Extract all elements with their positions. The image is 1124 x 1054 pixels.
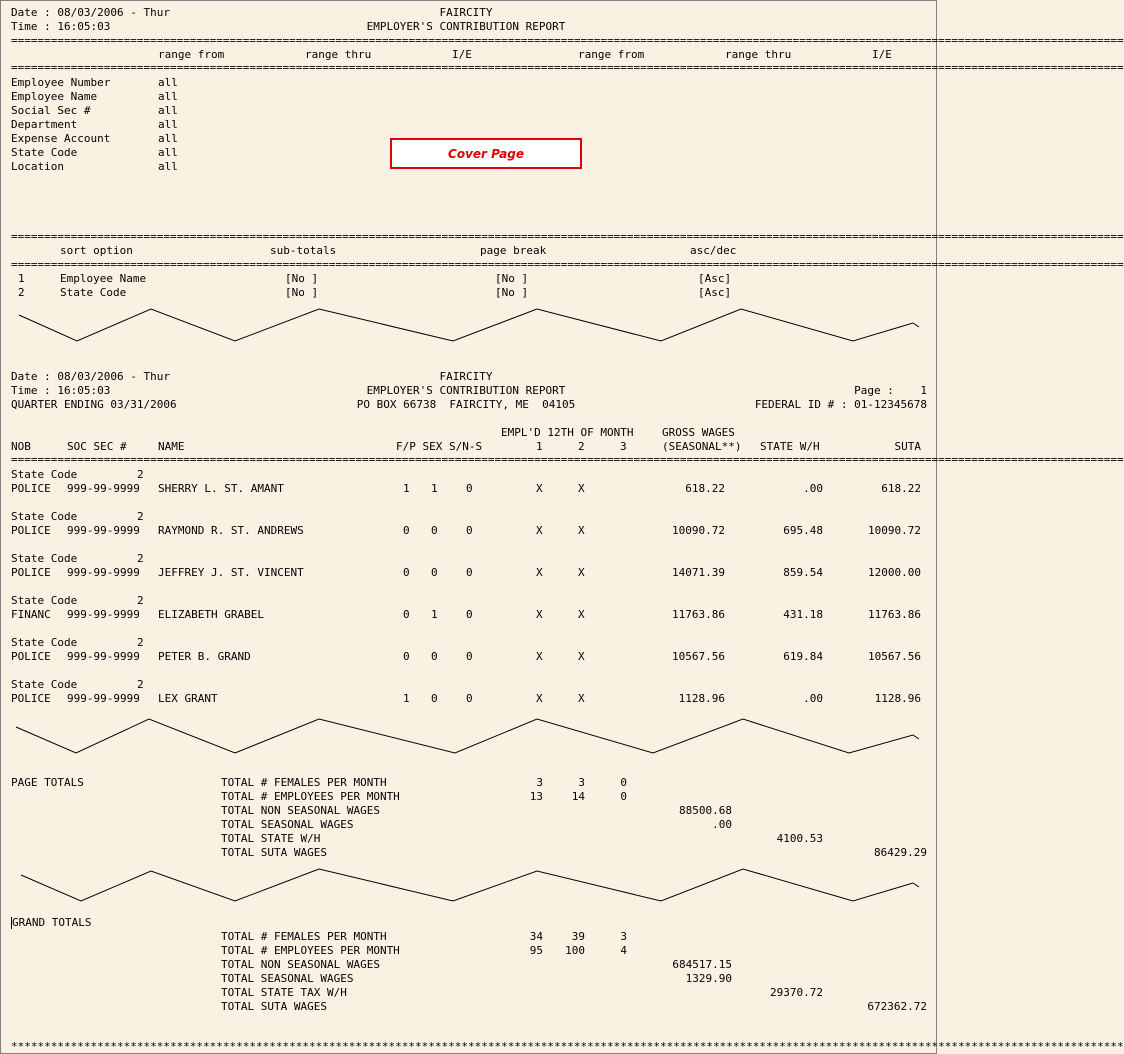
page-totals-females-m2: 3 <box>578 776 585 789</box>
employee-name: RAYMOND R. ST. ANDREWS <box>158 524 304 537</box>
state-code-label: State Code <box>11 678 78 691</box>
employee-state-wh: .00 <box>803 482 823 495</box>
state-code-label: State Code <box>11 594 78 607</box>
employee-ssn: 999-99-9999 <box>67 566 140 579</box>
grand-totals-employees-m2: 100 <box>565 944 585 957</box>
employee-month-1: X <box>536 482 543 495</box>
employee-state-wh: 695.48 <box>783 524 823 537</box>
employee-gross: 14071.39 <box>672 566 725 579</box>
col-header-gross-wages: GROSS WAGES <box>662 426 735 439</box>
sort-number: 2 <box>18 286 25 299</box>
page-totals-suta-label: TOTAL SUTA WAGES <box>221 846 327 859</box>
state-code-value: 2 <box>137 636 144 649</box>
report-federal-id: FEDERAL ID # : 01-12345678 <box>754 398 927 411</box>
end-rule: ************************************************************************************************************************************************************************ <box>11 1040 1124 1053</box>
page-totals-females-m3: 0 <box>620 776 627 789</box>
grand-totals-females-m1: 34 <box>529 930 543 943</box>
employee-ssn: 999-99-9999 <box>67 524 140 537</box>
employee-month-1: X <box>536 566 543 579</box>
grand-totals-females-m3: 3 <box>620 930 627 943</box>
grand-totals-non-seasonal-label: TOTAL NON SEASONAL WAGES <box>221 958 380 971</box>
range-value: all <box>158 90 178 103</box>
state-code-label: State Code <box>11 468 78 481</box>
employee-month-1: X <box>536 692 543 705</box>
grand-totals-non-seasonal: 684517.15 <box>672 958 732 971</box>
range-label: Department <box>11 118 78 131</box>
col-header-fp-sex-sns: F/P SEX S/N-S <box>396 440 483 453</box>
sort-header: page break <box>480 244 547 257</box>
range-label: Employee Number <box>11 76 111 89</box>
employee-month-2: X <box>578 524 585 537</box>
employee-month-2: X <box>578 692 585 705</box>
employee-sex: 1 <box>431 482 438 495</box>
report-quarter: QUARTER ENDING 03/31/2006 <box>11 398 177 411</box>
page-break-zigzag <box>1 863 938 913</box>
grand-totals-seasonal: 1329.90 <box>685 972 732 985</box>
employee-gross: 10567.56 <box>672 650 725 663</box>
sort-subtotals: [No ] <box>285 272 319 285</box>
sort-header: sub-totals <box>270 244 337 257</box>
state-code-label: State Code <box>11 510 78 523</box>
employee-ssn: 999-99-9999 <box>67 482 140 495</box>
employee-fp: 0 <box>403 650 410 663</box>
range-value: all <box>158 118 178 131</box>
employee-ssn: 999-99-9999 <box>67 650 140 663</box>
employee-gross: 1128.96 <box>678 692 725 705</box>
sort-header: sort option <box>60 244 133 257</box>
col-header-state-wh: STATE W/H <box>760 440 820 453</box>
employee-suta: 11763.86 <box>868 608 921 621</box>
employee-name: ELIZABETH GRABEL <box>158 608 264 621</box>
employee-ssn: 999-99-9999 <box>67 692 140 705</box>
col-header-soc: SOC SEC # <box>67 440 127 453</box>
page-totals-employees-label: TOTAL # EMPLOYEES PER MONTH <box>221 790 400 803</box>
page-totals-label: PAGE TOTALS <box>11 776 84 789</box>
page-totals-employees-m1: 13 <box>529 790 543 803</box>
range-header: range thru <box>725 48 792 61</box>
employee-name: LEX GRANT <box>158 692 218 705</box>
grand-totals-state-wh-label: TOTAL STATE TAX W/H <box>221 986 347 999</box>
employee-sex: 0 <box>431 566 438 579</box>
employee-suta: 12000.00 <box>868 566 921 579</box>
employee-nob: POLICE <box>11 650 51 663</box>
employee-month-2: X <box>578 482 585 495</box>
page-totals-state-wh: 4100.53 <box>776 832 823 845</box>
employee-nob: POLICE <box>11 482 51 495</box>
range-label: Employee Name <box>11 90 98 103</box>
grand-totals-employees-m3: 4 <box>620 944 627 957</box>
cover-date: Date : 08/03/2006 - Thur <box>11 6 170 19</box>
sort-number: 1 <box>18 272 25 285</box>
sort-subtotals: [No ] <box>285 286 319 299</box>
grand-totals-seasonal-label: TOTAL SEASONAL WAGES <box>221 972 354 985</box>
state-code-value: 2 <box>137 510 144 523</box>
employee-sex: 0 <box>431 650 438 663</box>
grand-totals-employees-label: TOTAL # EMPLOYEES PER MONTH <box>221 944 400 957</box>
employee-nob: POLICE <box>11 566 51 579</box>
col-header-seasonal: (SEASONAL**) <box>662 440 742 453</box>
employee-gross: 618.22 <box>685 482 725 495</box>
state-code-value: 2 <box>137 552 144 565</box>
range-value: all <box>158 146 178 159</box>
employee-name: PETER B. GRAND <box>158 650 251 663</box>
employee-nob: POLICE <box>11 524 51 537</box>
grand-totals-label: GRAND TOTALS <box>12 916 92 929</box>
page-totals-employees-m2: 14 <box>571 790 585 803</box>
cover-company: FAIRCITY <box>439 6 493 19</box>
employee-fp: 0 <box>403 608 410 621</box>
range-label: Expense Account <box>11 132 111 145</box>
employee-ssn: 999-99-9999 <box>67 608 140 621</box>
range-header: range from <box>158 48 225 61</box>
grand-totals-suta: 672362.72 <box>867 1000 927 1013</box>
range-header: range thru <box>305 48 372 61</box>
state-code-value: 2 <box>137 468 144 481</box>
sort-asc: [Asc] <box>698 272 732 285</box>
employee-month-1: X <box>536 524 543 537</box>
range-value: all <box>158 76 178 89</box>
employee-fp: 1 <box>403 692 410 705</box>
employee-sns: 0 <box>466 524 473 537</box>
report-title: EMPLOYER'S CONTRIBUTION REPORT <box>366 384 566 397</box>
range-value: all <box>158 132 178 145</box>
employee-sex: 0 <box>431 692 438 705</box>
employee-month-1: X <box>536 608 543 621</box>
sort-page-break: [No ] <box>495 286 529 299</box>
cover-report-title: EMPLOYER'S CONTRIBUTION REPORT <box>366 20 566 33</box>
employee-sns: 0 <box>466 650 473 663</box>
grand-totals-suta-label: TOTAL SUTA WAGES <box>221 1000 327 1013</box>
state-code-value: 2 <box>137 678 144 691</box>
page-totals-suta: 86429.29 <box>874 846 927 859</box>
employee-sns: 0 <box>466 608 473 621</box>
employee-month-1: X <box>536 650 543 663</box>
employee-month-2: X <box>578 566 585 579</box>
employee-fp: 0 <box>403 524 410 537</box>
range-header: I/E <box>452 48 472 61</box>
sort-page-break: [No ] <box>495 272 529 285</box>
col-header-name: NAME <box>158 440 185 453</box>
employee-sns: 0 <box>466 692 473 705</box>
col-header-month-2: 2 <box>578 440 585 453</box>
employee-sns: 0 <box>466 566 473 579</box>
employee-suta: 10090.72 <box>868 524 921 537</box>
page-totals-employees-m3: 0 <box>620 790 627 803</box>
range-value: all <box>158 160 178 173</box>
col-header-suta: SUTA <box>894 440 921 453</box>
page-break-zigzag <box>1 301 938 351</box>
state-code-value: 2 <box>137 594 144 607</box>
col-header-month-3: 3 <box>620 440 627 453</box>
page-totals-females-label: TOTAL # FEMALES PER MONTH <box>221 776 387 789</box>
separator-rule: ======================================================================================================================================================================== <box>11 230 1124 243</box>
employee-sex: 0 <box>431 524 438 537</box>
cover-page-label: Cover Page <box>390 138 582 169</box>
range-label: Social Sec # <box>11 104 91 117</box>
employee-nob: POLICE <box>11 692 51 705</box>
sort-asc: [Asc] <box>698 286 732 299</box>
employee-month-2: X <box>578 650 585 663</box>
range-header: I/E <box>872 48 892 61</box>
report-company: FAIRCITY <box>439 370 493 383</box>
employee-sns: 0 <box>466 482 473 495</box>
separator-rule: ======================================================================================================================================================================== <box>11 453 1124 466</box>
state-code-label: State Code <box>11 636 78 649</box>
employee-gross: 10090.72 <box>672 524 725 537</box>
page-totals-state-wh-label: TOTAL STATE W/H <box>221 832 321 845</box>
employee-suta: 10567.56 <box>868 650 921 663</box>
employee-nob: FINANC <box>11 608 51 621</box>
employee-suta: 1128.96 <box>874 692 921 705</box>
employee-name: JEFFREY J. ST. VINCENT <box>158 566 304 579</box>
sort-header: asc/dec <box>690 244 737 257</box>
employee-state-wh: 431.18 <box>783 608 823 621</box>
range-label: Location <box>11 160 64 173</box>
sort-option: State Code <box>60 286 127 299</box>
separator-rule: ======================================================================================================================================================================== <box>11 61 1124 74</box>
page-totals-non-seasonal-label: TOTAL NON SEASONAL WAGES <box>221 804 380 817</box>
page-totals-non-seasonal: 88500.68 <box>679 804 732 817</box>
range-label: State Code <box>11 146 78 159</box>
employee-state-wh: 859.54 <box>783 566 823 579</box>
page-totals-seasonal-label: TOTAL SEASONAL WAGES <box>221 818 354 831</box>
grand-totals-females-m2: 39 <box>571 930 585 943</box>
employee-suta: 618.22 <box>881 482 921 495</box>
col-header-empl-12th: EMPL'D 12TH OF MONTH <box>501 426 634 439</box>
employee-state-wh: .00 <box>803 692 823 705</box>
employee-state-wh: 619.84 <box>783 650 823 663</box>
grand-totals-state-wh: 29370.72 <box>770 986 823 999</box>
employee-fp: 0 <box>403 566 410 579</box>
employee-month-2: X <box>578 608 585 621</box>
separator-rule: ======================================================================================================================================================================== <box>11 258 1124 271</box>
page-totals-females-m1: 3 <box>536 776 543 789</box>
grand-totals-females-label: TOTAL # FEMALES PER MONTH <box>221 930 387 943</box>
state-code-label: State Code <box>11 552 78 565</box>
range-value: all <box>158 104 178 117</box>
col-header-month-1: 1 <box>536 440 543 453</box>
page-totals-seasonal: .00 <box>712 818 732 831</box>
employee-name: SHERRY L. ST. AMANT <box>158 482 284 495</box>
grand-totals-employees-m1: 95 <box>529 944 543 957</box>
page-break-zigzag <box>1 713 938 763</box>
report-address: PO BOX 66738 FAIRCITY, ME 04105 <box>356 398 576 411</box>
report-date: Date : 08/03/2006 - Thur <box>11 370 170 383</box>
employee-gross: 11763.86 <box>672 608 725 621</box>
report-time: Time : 16:05:03 <box>11 384 111 397</box>
sort-option: Employee Name <box>60 272 147 285</box>
employee-fp: 1 <box>403 482 410 495</box>
report-page-number: Page : 1 <box>854 384 927 397</box>
separator-rule: ======================================================================================================================================================================== <box>11 34 1124 47</box>
employee-sex: 1 <box>431 608 438 621</box>
range-header: range from <box>578 48 645 61</box>
col-header-nob: NOB <box>11 440 31 453</box>
cover-time: Time : 16:05:03 <box>11 20 111 33</box>
